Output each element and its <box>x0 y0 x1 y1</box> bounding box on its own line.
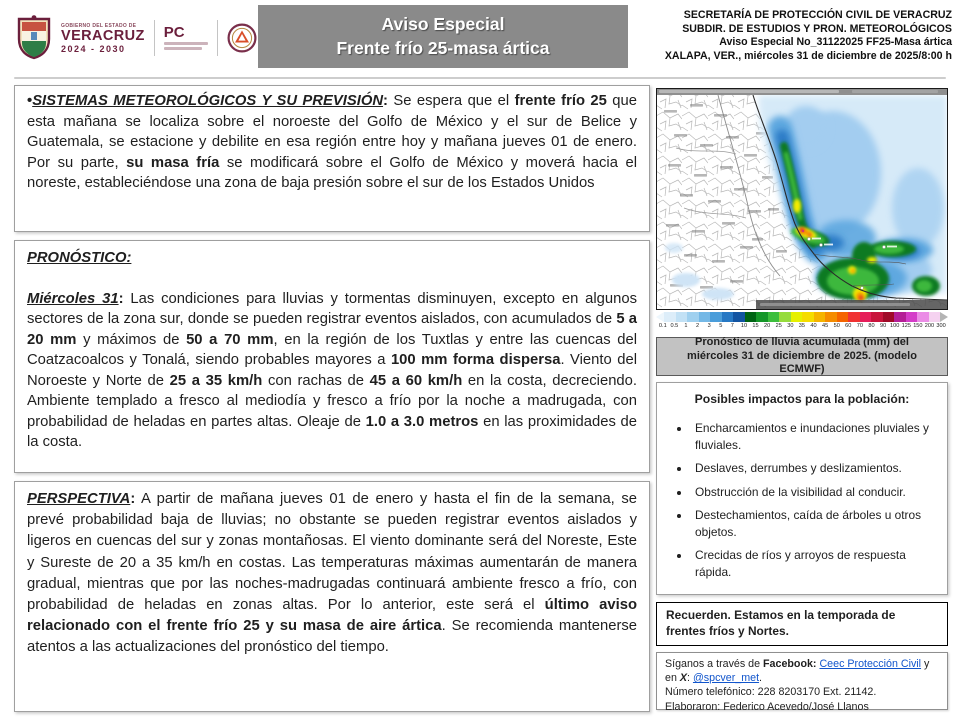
colorbar-tick: 5 <box>719 323 723 329</box>
text-segment: PRONÓSTICO: <box>27 250 132 266</box>
reminder-box <box>656 602 948 646</box>
impact-item: • Crecidas de ríos y arroyos de respuesta rápida. <box>691 547 939 580</box>
text-segment: su masa fría <box>126 154 220 171</box>
colorbar-cell <box>837 312 849 322</box>
text-segment: Elaboraron: Federico Acevedo/José Llanos <box>665 700 869 713</box>
impact-item: • Obstrucción de la visibilidad al conducir. <box>691 484 939 501</box>
colorbar-tick: 0.5 <box>670 323 679 329</box>
colorbar-cell <box>791 312 803 322</box>
colorbar-tick: 7 <box>730 323 734 329</box>
pronostico-paragraph <box>27 289 637 453</box>
text-segment: PERSPECTIVA <box>27 491 131 507</box>
text-segment: Las condiciones para lluvias y tormentas disminuyen, excepto en algunos sectores de la zona sur, donde se pueden registrar eventos aislados, con acumulados de <box>27 290 637 327</box>
sistemas-meteorologicos-box <box>14 85 650 232</box>
map-colorbar-ticks <box>657 323 947 329</box>
gobierno-name-label: VERACRUZ <box>61 27 145 44</box>
map-colorbar-cells <box>664 312 940 322</box>
text-segment: que esta mañana se localiza sobre el noroeste del Golfo de México y el sur de Belice y Guatemala, se estacione y debilite en esa región entre hoy y mañana jueves 01 de enero. Por su parte, <box>27 93 637 171</box>
title-banner <box>258 5 628 68</box>
perspectiva-paragraph <box>27 489 637 659</box>
colorbar-tick: 15 <box>752 323 759 329</box>
colorbar-cell <box>745 312 757 322</box>
text-segment: último aviso relacionado con el frente frío 25 y su masa de aire ártica <box>27 597 637 635</box>
header-divider <box>14 77 946 79</box>
colorbar-cell <box>894 312 906 322</box>
colorbar-cell <box>848 312 860 322</box>
colorbar-tick: 60 <box>845 323 852 329</box>
colorbar-cell <box>883 312 895 322</box>
colorbar-tick: 45 <box>821 323 829 329</box>
text-segment: : <box>383 93 388 109</box>
text-segment: y en <box>665 658 930 685</box>
map-colorbar <box>656 312 948 336</box>
colorbar-cell <box>710 312 722 322</box>
colorbar-tick: 90 <box>879 323 887 329</box>
impact-item: • Encharcamientos e inundaciones pluviales y fluviales. <box>691 420 939 453</box>
text-segment: 50 a 70 mm <box>186 331 274 348</box>
text-segment: 1.0 a 3.0 metros <box>365 413 479 430</box>
text-segment: Número telefónico: 228 8203170 Ext. 21142. <box>665 686 877 699</box>
text-segment: : <box>118 290 124 307</box>
text-segment: Facebook: <box>763 658 817 670</box>
impacts-list <box>665 420 939 580</box>
colorbar-tick: 35 <box>798 323 806 329</box>
veracruz-coat-of-arms-icon <box>16 15 52 61</box>
text-segment: con rachas de <box>262 372 370 389</box>
colorbar-tick: 200 <box>924 323 935 329</box>
impact-item: • Deslaves, derrumbes y deslizamientos. <box>691 460 939 477</box>
pronostico-title <box>27 248 637 269</box>
perspectiva-box <box>14 481 650 712</box>
colorbar-cell <box>906 312 918 322</box>
colorbar-cell <box>825 312 837 322</box>
text-segment: A partir de mañana jueves 01 de enero y hasta el fin de la semana, se prevé probabilidad baja de lluvias; no obstante se pueden registrar eventos aislados y ligeros en cuencas del sur y zonas montañosas. El viento dominante será del Noreste, Este y Sureste de 20 a 35 km/h en costas. Las temperaturas máximas aumentarán de manera gradual, mientras que por las noches-madrugadas continuará ambiente fresco a frío, con probabilidad de heladas en zonas altas. Por lo anterior, este será el <box>27 491 637 614</box>
text-segment: Se espera que el <box>387 93 515 109</box>
text-segment: 45 a 60 km/h <box>369 372 463 389</box>
colorbar-cell <box>676 312 688 322</box>
colorbar-tick: 10 <box>740 323 748 329</box>
org-line-secretaria: SECRETARÍA DE PROTECCIÓN CIVIL DE VERACRUZ <box>683 9 952 21</box>
gobierno-years-label: 2024 - 2030 <box>61 43 126 54</box>
colorbar-cell <box>768 312 780 322</box>
colorbar-tick: 2 <box>696 323 700 329</box>
logo-divider <box>154 20 155 56</box>
colorbar-right-arrow <box>940 312 948 322</box>
reminder-text: Recuerden. Estamos en la temporada de frentes fríos y Nortes. <box>666 608 896 638</box>
text-segment: , en la región de los Tuxtlas y entre las cuencas del Coatzacoalcos y Tonalá, siendo probables mayores a <box>27 331 638 368</box>
text-segment: : <box>130 491 136 507</box>
colorbar-cell <box>699 312 711 322</box>
colorbar-cell <box>687 312 699 322</box>
impact-item: • Destechamientos, caída de árboles u otros objetos. <box>691 507 939 540</box>
colorbar-tick: 80 <box>868 323 875 329</box>
text-segment: en la costa, decreciendo. Ambiente templado a fresco al mediodía y fresco a frío por la noche a madrugada, con probabilidad de heladas en partes altas. Oleaje de <box>27 372 637 430</box>
contact-line-phone <box>665 685 939 699</box>
text-segment: Miércoles 31 <box>27 290 119 307</box>
x-handle-link[interactable]: @spcver_met <box>692 672 760 685</box>
pc-label: PC <box>163 24 185 41</box>
contact-line-authors <box>665 700 939 714</box>
precipitation-map-svg <box>656 88 948 310</box>
text-segment: : <box>687 672 693 685</box>
text-segment: 25 a 35 km/h <box>169 372 263 389</box>
colorbar-tick: 70 <box>856 323 863 329</box>
text-segment: • <box>27 93 33 109</box>
colorbar-tick: 3 <box>707 323 711 329</box>
org-line-place-date: XALAPA, VER., miércoles 31 de diciembre de 2025/8:00 h <box>664 49 952 62</box>
colorbar-cell <box>860 312 872 322</box>
text-segment: 5 a 20 mm <box>27 311 637 348</box>
colorbar-tick: 30 <box>787 323 794 329</box>
precipitation-map <box>656 88 948 310</box>
impacts-title: Posibles impactos para la población: <box>694 392 910 406</box>
sistemas-paragraph <box>27 91 637 194</box>
colorbar-cell <box>929 312 941 322</box>
pronostico-box <box>14 240 650 473</box>
pc-logo <box>164 26 208 50</box>
colorbar-cell <box>733 312 745 322</box>
colorbar-tick: 150 <box>913 323 923 329</box>
logo-divider-2 <box>217 20 218 56</box>
text-segment: . Viento del Noroeste y Norte de <box>27 352 637 389</box>
text-segment: 100 mm forma dispersa <box>390 352 561 368</box>
colorbar-tick: 1 <box>684 323 688 329</box>
colorbar-tick: 40 <box>810 323 817 329</box>
colorbar-cell <box>871 312 883 322</box>
colorbar-tick: 300 <box>936 323 946 329</box>
text-segment: . <box>759 672 763 685</box>
pc-subtext-bar2 <box>164 47 202 50</box>
colorbar-left-arrow <box>656 312 664 322</box>
text-segment: en las proximidades de la costa. <box>27 413 637 450</box>
title-line1: Aviso Especial <box>381 14 505 34</box>
text-segment: SISTEMAS METEOROLÓGICOS Y SU PREVISIÓN <box>32 93 384 109</box>
colorbar-cell <box>814 312 826 322</box>
gobierno-logo-text <box>61 23 145 54</box>
paragraph-gap <box>27 269 637 289</box>
contact-line-social <box>665 657 939 685</box>
colorbar-tick: 20 <box>764 323 771 329</box>
colorbar-tick: 50 <box>833 323 840 329</box>
gobierno-small-label: GOBIERNO DEL ESTADO DE <box>61 22 137 29</box>
text-segment: frente frío 25 <box>514 93 607 109</box>
title-line2: Frente frío 25-masa ártica <box>336 37 550 58</box>
text-segment: y máximos de <box>76 331 187 348</box>
facebook-link[interactable]: Ceec Protección Civil <box>819 658 922 670</box>
colorbar-tick: 25 <box>775 323 782 329</box>
colorbar-tick: 0.1 <box>658 323 667 329</box>
colorbar-cell <box>722 312 734 322</box>
colorbar-tick: 100 <box>890 323 900 329</box>
colorbar-tick: 125 <box>901 323 911 329</box>
text-segment: . Se recomienda mantenerse atentos a las actualizaciones del pronóstico del tiempo. <box>27 618 638 656</box>
text-segment: se modificará sobre el Golfo de México y moverá hacia el noreste, estableciéndose una zona de baja presión sobre el sur de los Estados Unidos <box>27 154 637 191</box>
impacts-box <box>656 382 948 595</box>
colorbar-cell <box>779 312 791 322</box>
map-caption <box>656 337 948 376</box>
org-line-subdir: SUBDIR. DE ESTUDIOS Y PRON. METEOROLÓGICOS <box>682 22 952 35</box>
map-caption-text: Pronóstico de lluvia acumulada (mm) del miércoles 31 de diciembre de 2025. (modelo ECMWF) <box>687 336 917 376</box>
text-segment: Síganos a través de <box>665 658 764 670</box>
colorbar-cell <box>664 312 676 322</box>
colorbar-cell <box>917 312 929 322</box>
colorbar-cell <box>802 312 814 322</box>
contact-box <box>656 652 948 713</box>
proteccion-civil-emblem-icon <box>227 23 257 53</box>
colorbar-cell <box>756 312 768 322</box>
org-header <box>622 9 952 63</box>
org-line-aviso-number: Aviso Especial No_31122025 FF25-Masa ártica <box>719 36 952 49</box>
pc-subtext-bar <box>164 42 208 45</box>
text-segment: X <box>679 672 687 685</box>
